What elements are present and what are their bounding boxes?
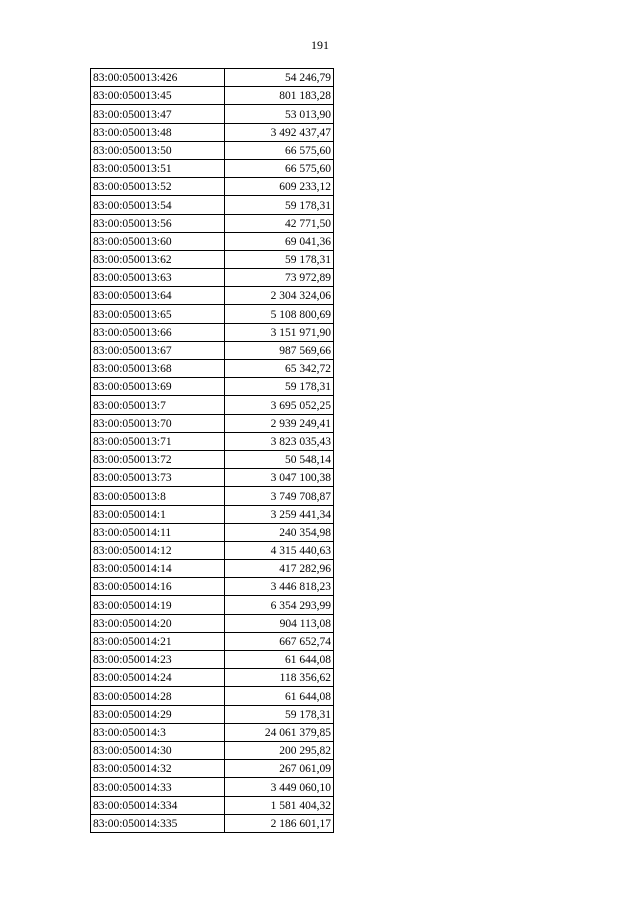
table-row (91, 723, 334, 741)
value-cell: 417 282,96 (225, 560, 334, 578)
table-row (91, 687, 334, 705)
cadastral-number-cell: 83:00:050013:66 (91, 323, 225, 341)
cadastral-number-cell: 83:00:050013:68 (91, 360, 225, 378)
cadastral-number-cell: 83:00:050014:16 (91, 578, 225, 596)
cadastral-number-cell: 83:00:050014:11 (91, 523, 225, 541)
table-row (91, 760, 334, 778)
value-cell: 42 771,50 (225, 214, 334, 232)
table-row (91, 141, 334, 159)
value-cell: 2 186 601,17 (225, 814, 334, 832)
table-row (91, 523, 334, 541)
cadastral-number-cell: 83:00:050014:24 (91, 669, 225, 687)
page-number: 191 (311, 38, 329, 52)
table-row (91, 178, 334, 196)
value-cell: 5 108 800,69 (225, 305, 334, 323)
cadastral-number-cell: 83:00:050013:70 (91, 414, 225, 432)
table-row (91, 250, 334, 268)
value-cell: 2 939 249,41 (225, 414, 334, 432)
value-cell: 59 178,31 (225, 378, 334, 396)
cadastral-number-cell: 83:00:050013:8 (91, 487, 225, 505)
cadastral-number-cell: 83:00:050013:45 (91, 87, 225, 105)
table-row (91, 287, 334, 305)
value-cell: 3 446 818,23 (225, 578, 334, 596)
table-row (91, 469, 334, 487)
table-row (91, 741, 334, 759)
cadastral-number-cell: 83:00:050014:3 (91, 723, 225, 741)
cadastral-number-cell: 83:00:050013:51 (91, 159, 225, 177)
value-cell: 24 061 379,85 (225, 723, 334, 741)
cadastral-number-cell: 83:00:050014:335 (91, 814, 225, 832)
value-cell: 3 259 441,34 (225, 505, 334, 523)
cadastral-number-cell: 83:00:050014:30 (91, 741, 225, 759)
cadastral-number-cell: 83:00:050013:47 (91, 105, 225, 123)
table-row (91, 196, 334, 214)
table-row (91, 414, 334, 432)
table-row (91, 596, 334, 614)
cadastral-value-table (90, 68, 334, 833)
cadastral-number-cell: 83:00:050013:63 (91, 269, 225, 287)
value-cell: 267 061,09 (225, 760, 334, 778)
table-row (91, 705, 334, 723)
value-cell: 4 315 440,63 (225, 541, 334, 559)
value-cell: 118 356,62 (225, 669, 334, 687)
cadastral-number-cell: 83:00:050014:29 (91, 705, 225, 723)
value-cell: 73 972,89 (225, 269, 334, 287)
table-row (91, 360, 334, 378)
table-row (91, 214, 334, 232)
cadastral-number-cell: 83:00:050013:426 (91, 69, 225, 87)
value-cell: 54 246,79 (225, 69, 334, 87)
value-cell: 3 823 035,43 (225, 432, 334, 450)
value-cell: 801 183,28 (225, 87, 334, 105)
cadastral-number-cell: 83:00:050014:33 (91, 778, 225, 796)
table-row (91, 614, 334, 632)
table-row (91, 778, 334, 796)
cadastral-number-cell: 83:00:050014:32 (91, 760, 225, 778)
table-row (91, 69, 334, 87)
table-row (91, 632, 334, 650)
value-cell: 3 151 971,90 (225, 323, 334, 341)
table-row (91, 796, 334, 814)
cadastral-number-cell: 83:00:050013:64 (91, 287, 225, 305)
table-row (91, 578, 334, 596)
table-row (91, 323, 334, 341)
table-row (91, 814, 334, 832)
cadastral-number-cell: 83:00:050013:73 (91, 469, 225, 487)
value-cell: 69 041,36 (225, 232, 334, 250)
table-row (91, 378, 334, 396)
value-cell: 987 569,66 (225, 341, 334, 359)
table-row (91, 432, 334, 450)
table-row (91, 305, 334, 323)
cadastral-number-cell: 83:00:050014:1 (91, 505, 225, 523)
cadastral-number-cell: 83:00:050013:69 (91, 378, 225, 396)
cadastral-number-cell: 83:00:050013:7 (91, 396, 225, 414)
value-cell: 59 178,31 (225, 705, 334, 723)
value-cell: 6 354 293,99 (225, 596, 334, 614)
cadastral-number-cell: 83:00:050013:56 (91, 214, 225, 232)
table-body (91, 69, 334, 833)
value-cell: 667 652,74 (225, 632, 334, 650)
value-cell: 53 013,90 (225, 105, 334, 123)
value-cell: 66 575,60 (225, 141, 334, 159)
cadastral-number-cell: 83:00:050013:71 (91, 432, 225, 450)
table-row (91, 105, 334, 123)
cadastral-number-cell: 83:00:050013:48 (91, 123, 225, 141)
table-row (91, 396, 334, 414)
value-cell: 3 047 100,38 (225, 469, 334, 487)
value-cell: 904 113,08 (225, 614, 334, 632)
cadastral-number-cell: 83:00:050014:21 (91, 632, 225, 650)
cadastral-number-cell: 83:00:050014:20 (91, 614, 225, 632)
cadastral-number-cell: 83:00:050014:23 (91, 651, 225, 669)
table-row (91, 450, 334, 468)
value-cell: 59 178,31 (225, 196, 334, 214)
cadastral-number-cell: 83:00:050013:72 (91, 450, 225, 468)
table-row (91, 232, 334, 250)
cadastral-number-cell: 83:00:050013:54 (91, 196, 225, 214)
table-row (91, 123, 334, 141)
cadastral-number-cell: 83:00:050013:62 (91, 250, 225, 268)
cadastral-number-cell: 83:00:050013:50 (91, 141, 225, 159)
cadastral-number-cell: 83:00:050013:65 (91, 305, 225, 323)
value-cell: 50 548,14 (225, 450, 334, 468)
value-cell: 1 581 404,32 (225, 796, 334, 814)
value-cell: 66 575,60 (225, 159, 334, 177)
cadastral-number-cell: 83:00:050013:52 (91, 178, 225, 196)
cadastral-number-cell: 83:00:050014:19 (91, 596, 225, 614)
value-cell: 200 295,82 (225, 741, 334, 759)
table-row (91, 87, 334, 105)
value-cell: 65 342,72 (225, 360, 334, 378)
cadastral-number-cell: 83:00:050013:60 (91, 232, 225, 250)
value-cell: 3 492 437,47 (225, 123, 334, 141)
value-cell: 609 233,12 (225, 178, 334, 196)
value-cell: 3 749 708,87 (225, 487, 334, 505)
value-cell: 3 695 052,25 (225, 396, 334, 414)
table-row (91, 669, 334, 687)
table-row (91, 651, 334, 669)
value-cell: 240 354,98 (225, 523, 334, 541)
cadastral-number-cell: 83:00:050014:12 (91, 541, 225, 559)
value-cell: 3 449 060,10 (225, 778, 334, 796)
cadastral-number-cell: 83:00:050014:28 (91, 687, 225, 705)
cadastral-number-cell: 83:00:050014:14 (91, 560, 225, 578)
table-row (91, 341, 334, 359)
table-row (91, 505, 334, 523)
cadastral-number-cell: 83:00:050013:67 (91, 341, 225, 359)
table-row (91, 269, 334, 287)
value-cell: 61 644,08 (225, 651, 334, 669)
value-cell: 61 644,08 (225, 687, 334, 705)
value-cell: 2 304 324,06 (225, 287, 334, 305)
table-row (91, 159, 334, 177)
cadastral-number-cell: 83:00:050014:334 (91, 796, 225, 814)
table-row (91, 487, 334, 505)
table-row (91, 541, 334, 559)
table-row (91, 560, 334, 578)
value-cell: 59 178,31 (225, 250, 334, 268)
